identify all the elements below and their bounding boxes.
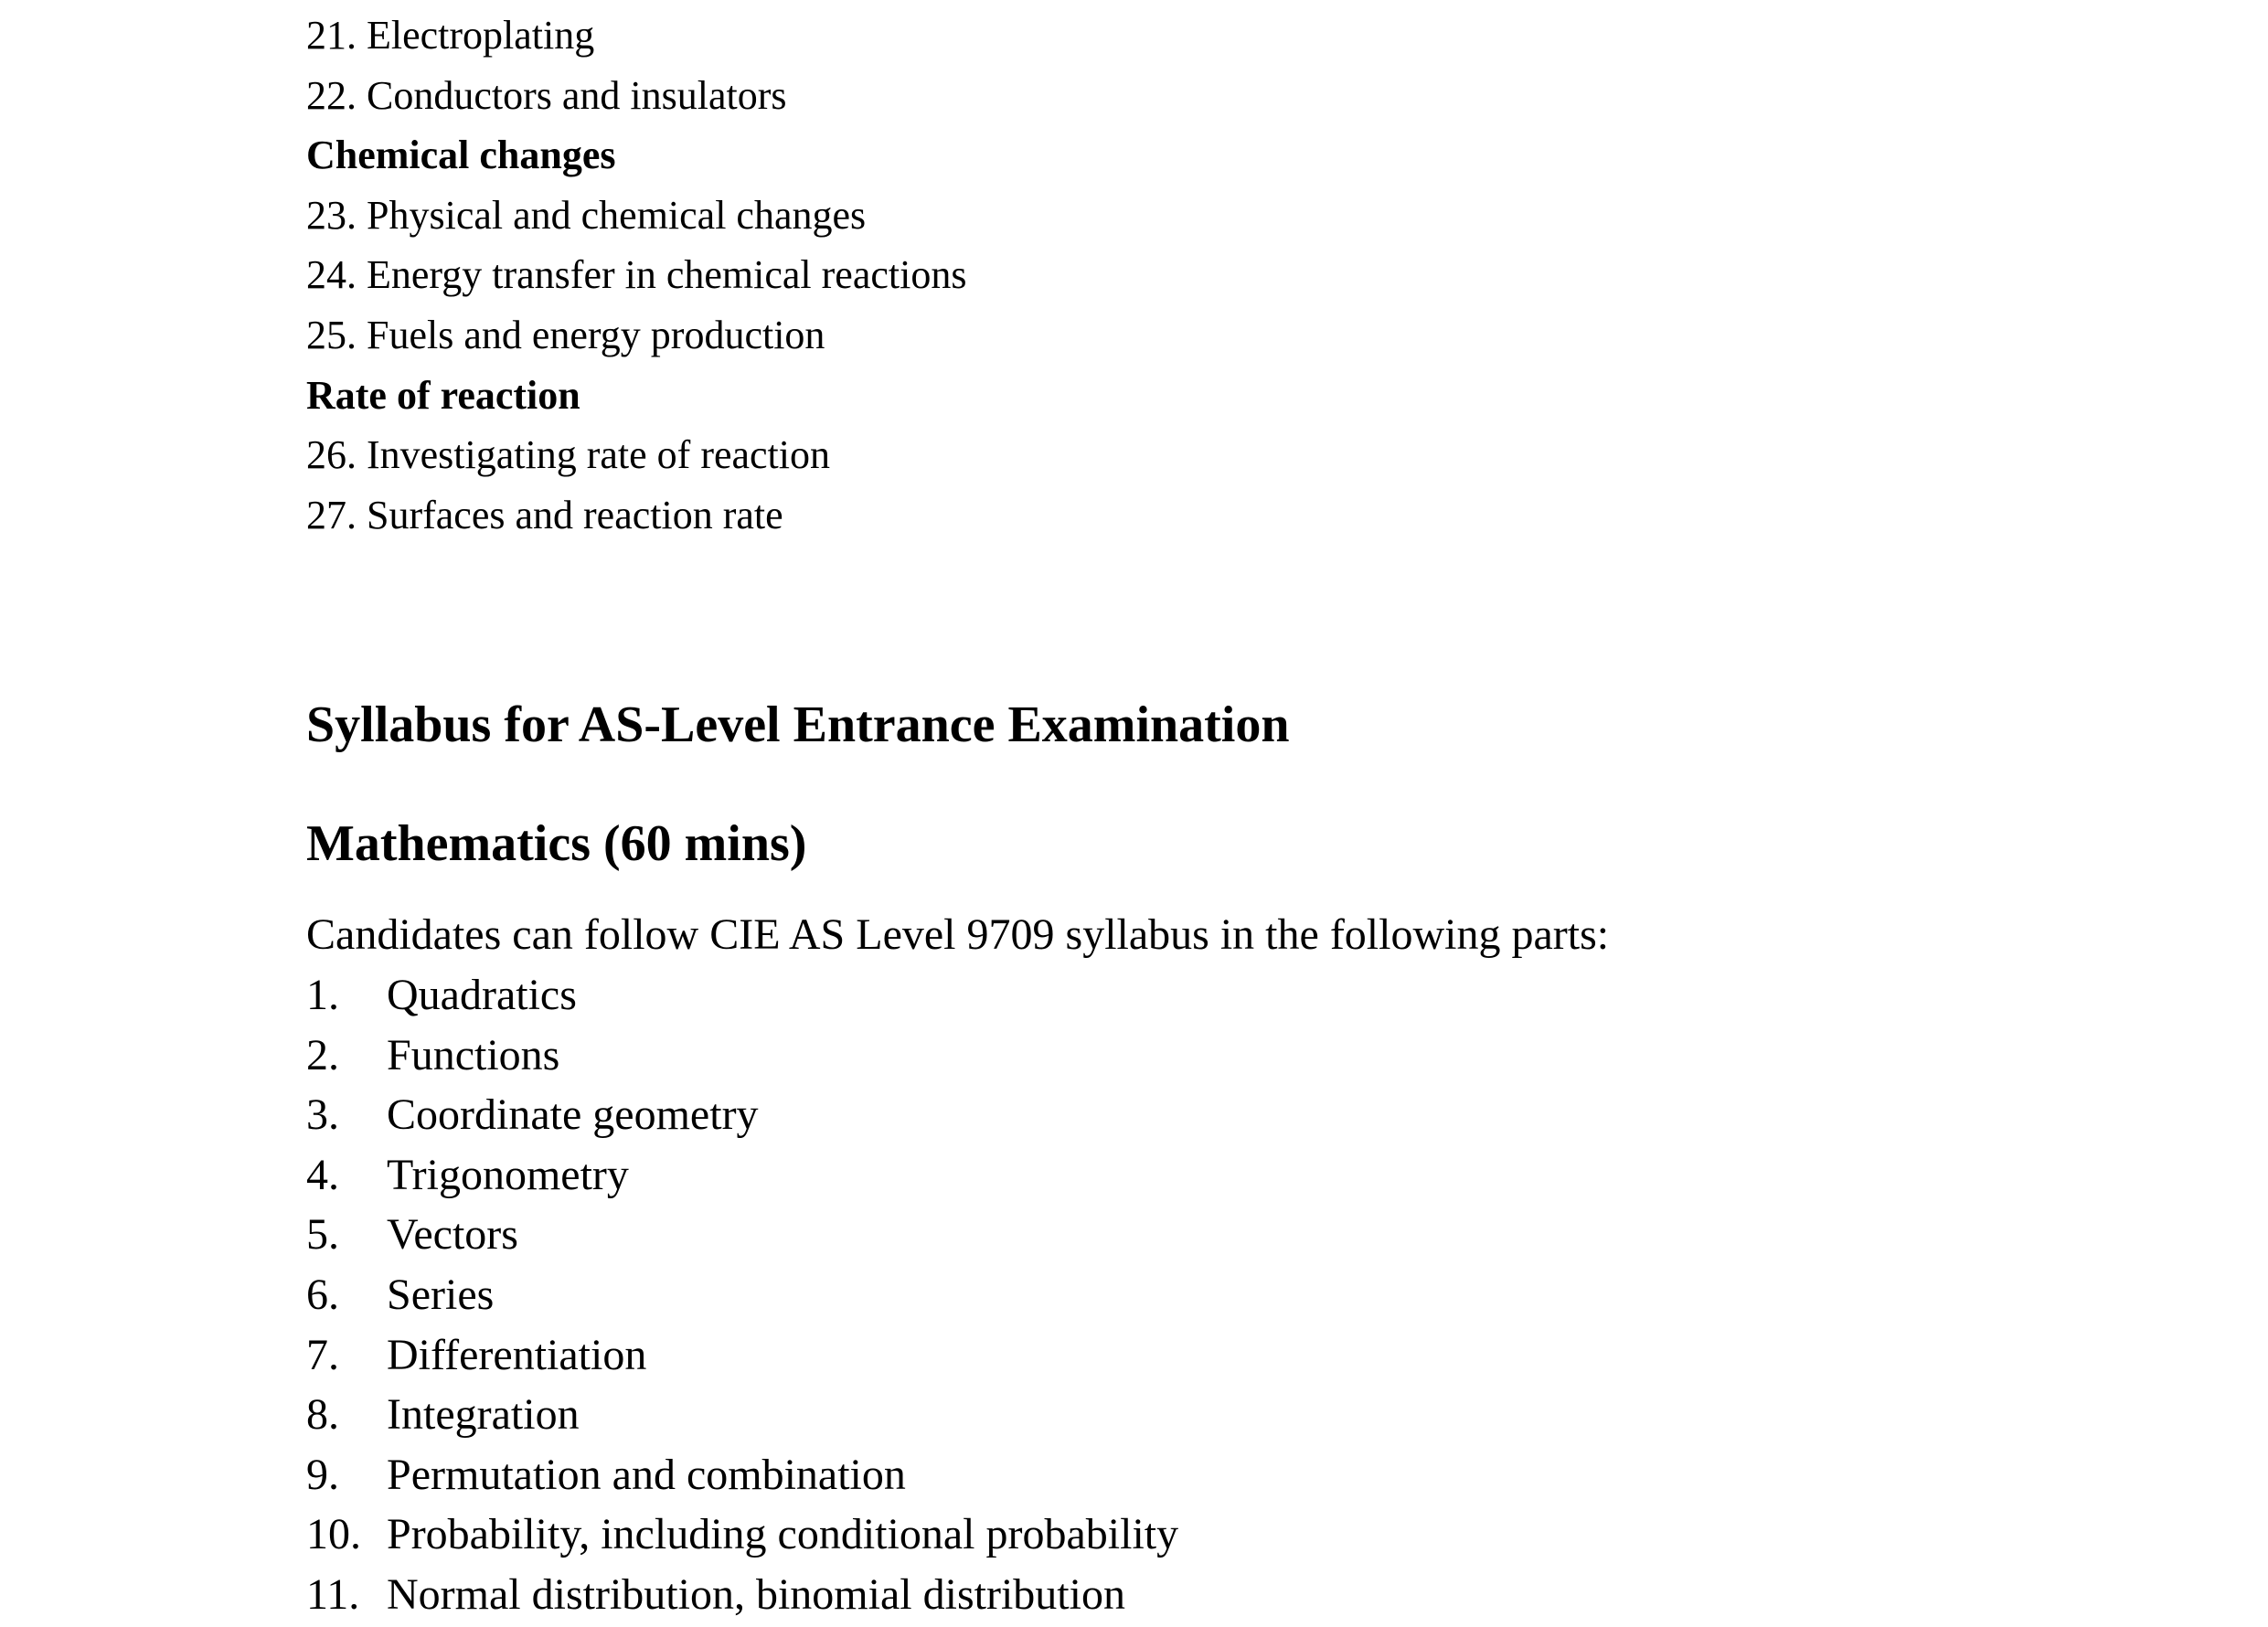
list-item: 23. Physical and chemical changes [306,192,867,238]
list-item-text: Differentiation [387,1330,647,1379]
list-item-number: 6. [306,1270,339,1319]
list-item-text: Trigonometry [387,1150,629,1199]
list-item-number: 4. [306,1150,339,1199]
list-item-text: Permutation and combination [387,1450,906,1499]
list-item-text: Normal distribution, binomial distribution [387,1569,1125,1619]
list-item [306,965,1178,1026]
list-item [306,1325,1178,1386]
list-item [306,1205,1178,1265]
list-item: 26. Investigating rate of reaction [306,432,831,478]
list-item-number: 10. [306,1510,361,1559]
list-item [306,1085,1178,1145]
list-item-number: 2. [306,1030,339,1079]
list-item-number: 8. [306,1390,339,1440]
list-item-text: Vectors [387,1210,518,1260]
list-item-text: Quadratics [387,971,577,1019]
syllabus-title: Syllabus for AS-Level Entrance Examination [306,697,1290,753]
list-item-number: 9. [306,1450,339,1499]
chemistry-topic-list [306,5,966,545]
list-item [306,1026,1178,1086]
list-item [306,1505,1178,1565]
list-item-number: 1. [306,971,339,1019]
list-item: 25. Fuels and energy production [306,312,825,357]
list-item-text: Functions [387,1030,560,1079]
list-item-number: 11. [306,1569,360,1619]
list-item [306,1265,1178,1325]
list-item-text: Coordinate geometry [387,1090,759,1140]
list-item: 24. Energy transfer in chemical reactions [306,252,967,298]
section-heading: Chemical changes [306,133,616,178]
section-heading: Rate of reaction [306,372,580,418]
list-item [306,1385,1178,1445]
list-item: 27. Surfaces and reaction rate [306,492,783,537]
math-topic-list [306,965,1178,1625]
list-item-number: 7. [306,1330,339,1379]
math-intro-text: Candidates can follow CIE AS Level 9709 syllabus in the following parts: [306,910,1610,959]
list-item [306,1565,1178,1625]
list-item: 22. Conductors and insulators [306,72,787,118]
list-item: 21. Electroplating [306,13,595,58]
list-item [306,1445,1178,1505]
list-item-text: Series [387,1270,495,1319]
list-item-number: 5. [306,1210,339,1260]
list-item [306,1145,1178,1206]
list-item-number: 3. [306,1090,339,1140]
math-section-title: Mathematics (60 mins) [306,815,807,872]
list-item-text: Probability, including conditional probability [387,1510,1179,1559]
list-item-text: Integration [387,1390,580,1440]
